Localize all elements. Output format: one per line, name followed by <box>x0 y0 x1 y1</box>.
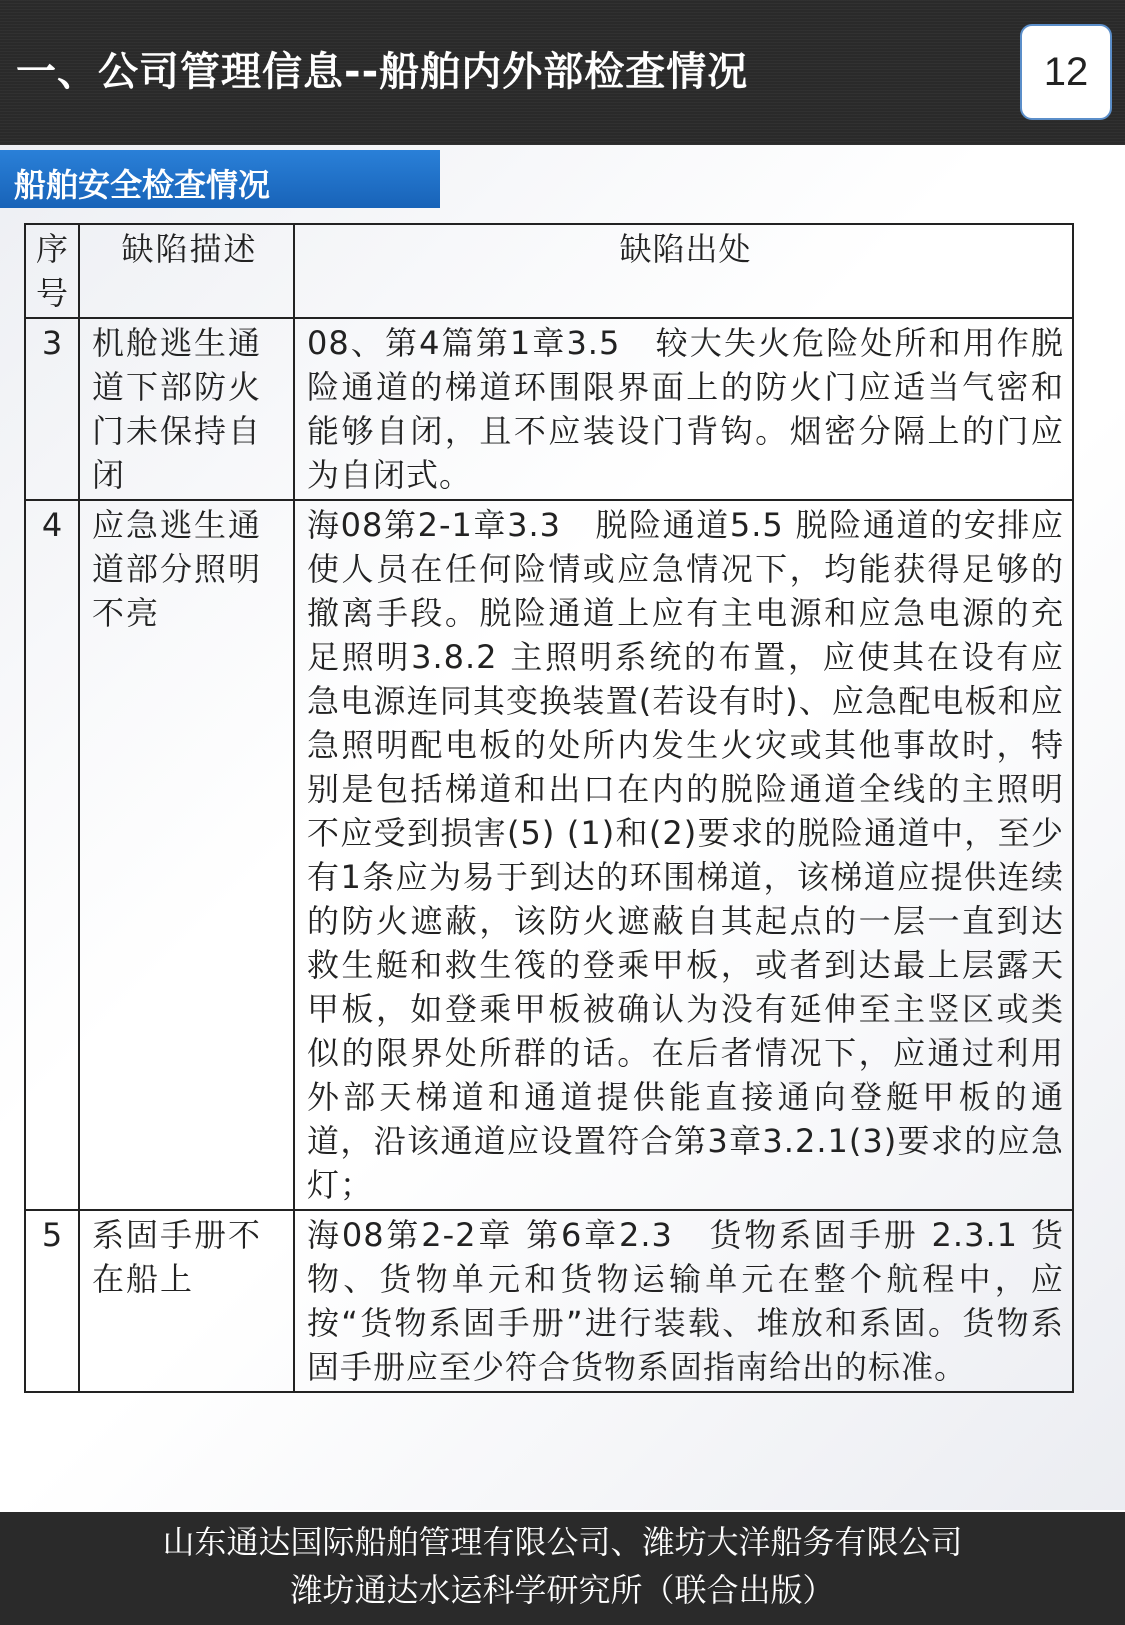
defect-table <box>24 223 1074 1393</box>
header-description: 缺陷描述 <box>79 224 294 318</box>
header-no: 序号 <box>25 224 79 318</box>
defect-table-container <box>24 223 1074 1393</box>
table-row <box>25 500 1073 1210</box>
page-header <box>0 0 1125 145</box>
table-header-row <box>25 224 1073 318</box>
footer-publisher-line1: 山东通达国际船舶管理有限公司、潍坊大洋船务有限公司 <box>162 1523 963 1561</box>
page-title: 一、公司管理信息--船舶内外部检查情况 <box>16 49 749 95</box>
row-source: 海08第2-1章3.3 脱险通道5.5 脱险通道的安排应使人员在任何险情或应急情况下，均能获得足够的撤离手段。脱险通道上应有主电源和应急电源的充足照明3.8.2 主照明系统的布置，应使其在设有应急电源连同其变换装置(若设有时)、应急配电板和应急照明配电板的处所内发生火灾或其他事故时，特别是包括梯道和出口在内的脱险通道全线的主照明不应受到损害(5) (1)和(2)要求的脱险通道中，至少有1条应为易于到达的环围梯道，该梯道应提供连续的防火遮蔽，该防火遮蔽自其起点的一层一直到达救生艇和救生筏的登乘甲板，或者到达最上层露天甲板，如登乘甲板被确认为没有延伸至主竖区或类似的限界处所群的话。在后者情况下，应通过利用外部天梯道和通道提供能直接通向登艇甲板的通道，沿该通道应设置符合第3章3.2.1(3)要求的应急灯； <box>294 500 1073 1210</box>
table-row <box>25 1210 1073 1392</box>
row-no: 4 <box>25 500 79 1210</box>
page-footer <box>0 1512 1125 1625</box>
header-source: 缺陷出处 <box>294 224 1073 318</box>
row-source: 海08第2-2章 第6章2.3 货物系固手册 2.3.1 货物、货物单元和货物运输单元在整个航程中，应按“货物系固手册”进行装载、堆放和系固。货物系固手册应至少符合货物系固指南给出的标准。 <box>294 1210 1073 1392</box>
section-title: 船舶安全检查情况 <box>14 166 271 204</box>
table-row <box>25 318 1073 500</box>
page-number-badge: 12 <box>1020 24 1112 120</box>
row-no: 5 <box>25 1210 79 1392</box>
footer-publisher-line2: 潍坊通达水运科学研究所（联合出版） <box>290 1571 835 1609</box>
row-description: 系固手册不在船上 <box>79 1210 294 1392</box>
row-source: 08、第4篇第1章3.5 较大失火危险处所和用作脱险通道的梯道环围限界面上的防火门应适当气密和能够自闭，且不应装设门背钩。烟密分隔上的门应为自闭式。 <box>294 318 1073 500</box>
row-no: 3 <box>25 318 79 500</box>
row-description: 机舱逃生通道下部防火门未保持自闭 <box>79 318 294 500</box>
row-description: 应急逃生通道部分照明不亮 <box>79 500 294 1210</box>
section-tab <box>0 150 440 208</box>
